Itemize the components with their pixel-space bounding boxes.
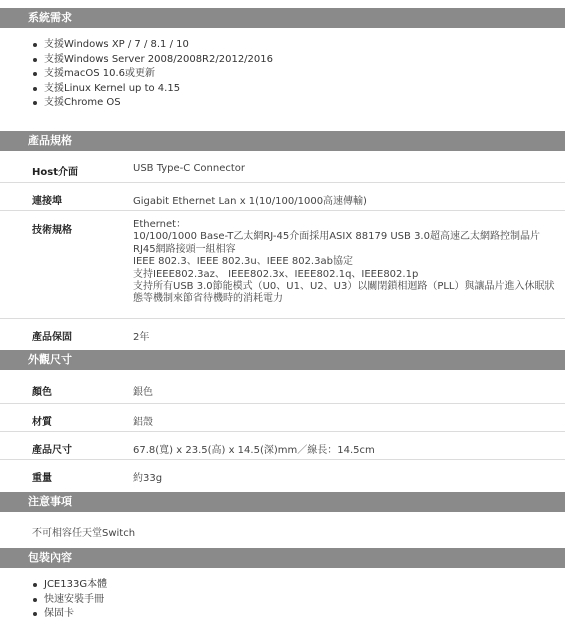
warranty-value: 2年 — [133, 332, 150, 343]
system-requirements-list — [32, 38, 273, 111]
tech-line: RJ45網路接頭一組相容 — [133, 243, 236, 255]
tech-line: IEEE 802.3、IEEE 802.3u、IEEE 802.3ab協定 — [133, 256, 353, 268]
list-item: 快速安裝手冊 — [32, 593, 107, 608]
package-list — [32, 578, 107, 622]
product-specs-header: 產品規格 — [0, 131, 565, 151]
port-value: Gigabit Ethernet Lan x 1(10/100/1000高速傳輸) — [133, 196, 367, 207]
tech-label: 技術規格 — [32, 225, 72, 236]
tech-line: 支持所有USB 3.0節能模式（U0、U1、U2、U3）以關閉鎖相迴路（PLL）與讓晶片進入休眠狀 — [133, 280, 555, 292]
list-item: JCE133G本體 — [32, 578, 107, 593]
port-label: 連接埠 — [32, 196, 62, 207]
tech-spec-lines — [133, 219, 555, 306]
spec-row-weight — [0, 460, 565, 490]
spec-row-port — [0, 183, 565, 211]
notes-header: 注意事項 — [0, 492, 565, 512]
tech-line: Ethernet： — [133, 219, 187, 230]
notes-text: 不可相容任天堂Switch — [32, 528, 136, 539]
system-requirements-header: 系統需求 — [0, 8, 565, 28]
material-value: 鋁殼 — [133, 417, 153, 428]
tech-line: 支持IEEE802.3az、 IEEE802.3x、IEEE802.1q、IEEE802.1p — [133, 268, 419, 280]
spec-row-color — [0, 370, 565, 404]
list-item: 保固卡 — [32, 607, 107, 622]
material-label: 材質 — [32, 417, 52, 428]
spec-row-size — [0, 432, 565, 460]
host-label: Host介面 — [32, 167, 78, 178]
weight-label: 重量 — [32, 473, 52, 484]
list-item: 支援Windows Server 2008/2008R2/2012/2016 — [32, 53, 273, 68]
list-item: 支援Chrome OS — [32, 96, 273, 111]
warranty-label: 產品保固 — [32, 332, 72, 343]
spec-row-warranty — [0, 319, 565, 347]
spec-row-tech — [0, 211, 565, 319]
color-label: 顏色 — [32, 387, 52, 398]
spec-row-material — [0, 404, 565, 432]
host-value: USB Type-C Connector — [133, 163, 246, 174]
color-value: 銀色 — [133, 387, 153, 398]
tech-line: 態等機制來節省待機時的消耗電力 — [133, 293, 283, 305]
size-label: 產品尺寸 — [32, 445, 72, 456]
list-item: 支援Windows XP / 7 / 8.1 / 10 — [32, 38, 273, 53]
tech-line: 10/100/1000 Base-T乙太網RJ-45介面採用ASIX 88179 USB 3.0超高速乙太網路控制晶片 — [133, 231, 540, 243]
list-item: 支援Linux Kernel up to 4.15 — [32, 82, 273, 97]
appearance-header: 外觀尺寸 — [0, 350, 565, 370]
list-item: 支援macOS 10.6或更新 — [32, 67, 273, 82]
weight-value: 約33g — [133, 473, 163, 484]
size-value: 67.8(寬) x 23.5(高) x 14.5(深)mm／線長：14.5cm — [133, 445, 375, 456]
package-header: 包裝內容 — [0, 548, 565, 568]
spec-row-host — [0, 151, 565, 183]
